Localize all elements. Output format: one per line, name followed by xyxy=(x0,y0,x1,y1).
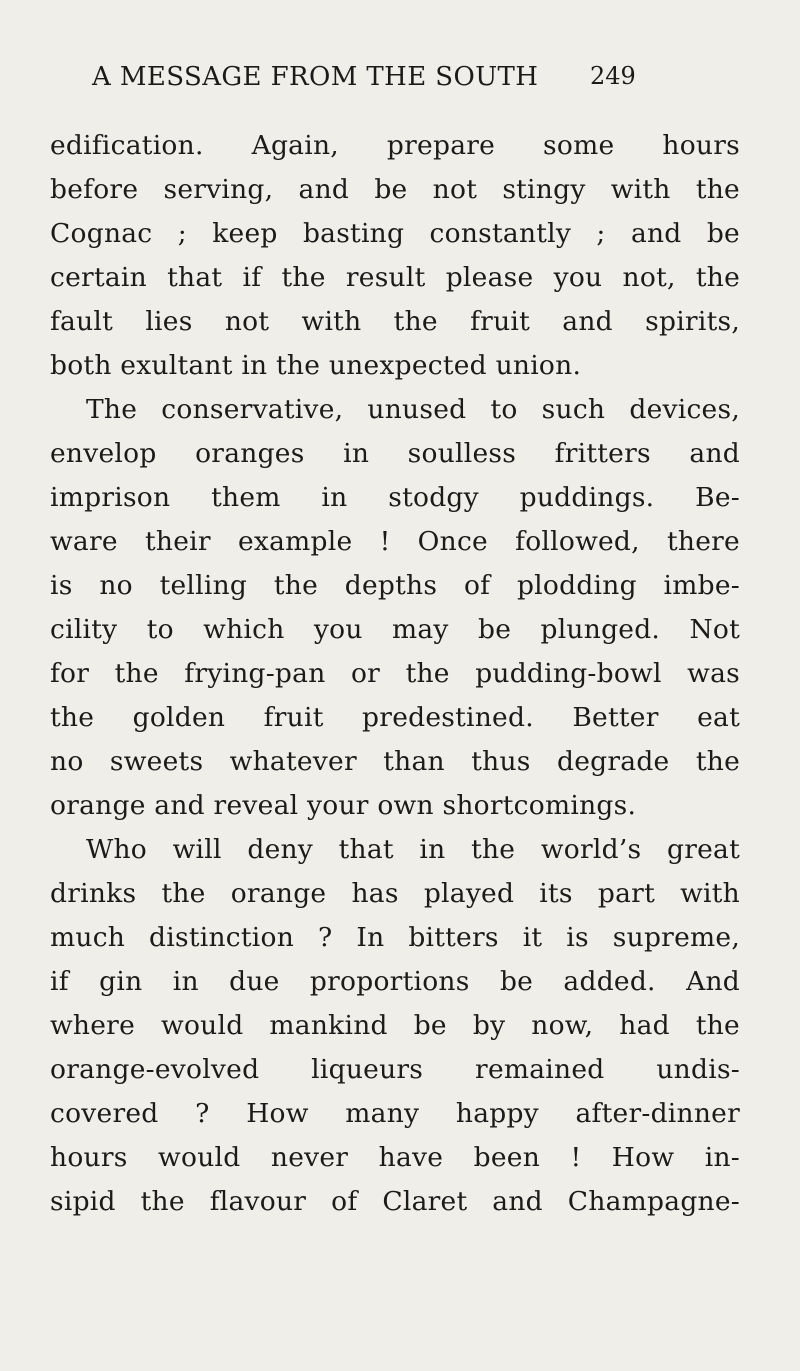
text-line: hours would never have been ! How in- xyxy=(50,1142,740,1173)
text-line: both exultant in the unexpected union. xyxy=(50,350,582,381)
text-line: imprison them in stodgy puddings. Be- xyxy=(50,482,740,513)
text-line: if gin in due proportions be added. And xyxy=(50,966,740,997)
text-line: orange-evolved liqueurs remained undis- xyxy=(50,1054,740,1085)
text-line: is no telling the depths of plodding imbe- xyxy=(50,570,740,601)
text-line: Cognac ; keep basting constantly ; and be xyxy=(50,218,740,249)
text-line: orange and reveal your own shortcomings. xyxy=(50,790,637,821)
page-header xyxy=(92,62,636,112)
text-line: cility to which you may be plunged. Not xyxy=(50,614,740,645)
text-line: certain that if the result please you not, the xyxy=(50,262,740,293)
text-line: fault lies not with the fruit and spirits, xyxy=(50,306,740,337)
text-line: drinks the orange has played its part with xyxy=(50,878,740,909)
text-line: before serving, and be not stingy with the xyxy=(50,174,740,205)
text-line: where would mankind be by now, had the xyxy=(50,1010,740,1041)
text-line: envelop oranges in soulless fritters and xyxy=(50,438,740,469)
page-number: 249 xyxy=(590,62,636,90)
text-line: covered ? How many happy after-dinner xyxy=(50,1098,740,1129)
text-line: for the frying-pan or the pudding-bowl was xyxy=(50,658,740,689)
text-line: Who will deny that in the world’s great xyxy=(86,834,740,865)
text-line: edification. Again, prepare some hours xyxy=(50,130,740,161)
text-line: much distinction ? In bitters it is supreme, xyxy=(50,922,740,953)
text-line: ware their example ! Once followed, there xyxy=(50,526,740,557)
text-line: no sweets whatever than thus degrade the xyxy=(50,746,740,777)
text-line: The conservative, unused to such devices, xyxy=(86,394,740,425)
text-line: sipid the flavour of Claret and Champagne- xyxy=(50,1186,740,1217)
running-title: A MESSAGE FROM THE SOUTH xyxy=(92,62,539,92)
text-line: the golden fruit predestined. Better eat xyxy=(50,702,740,733)
